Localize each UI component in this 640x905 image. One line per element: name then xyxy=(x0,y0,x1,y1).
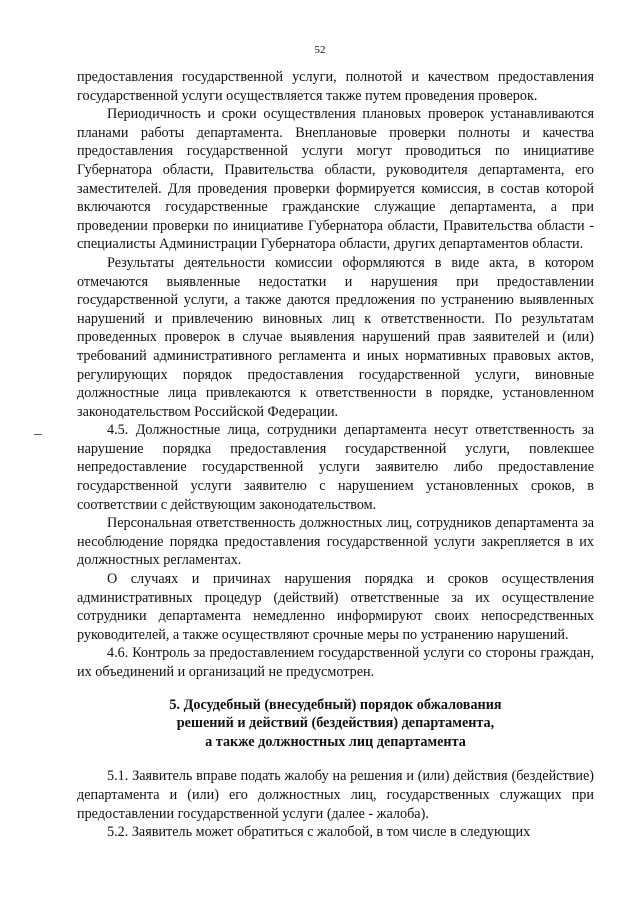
paragraph-5-2: 5.2. Заявитель может обратиться с жалобой, в том числе в следующих xyxy=(107,824,531,841)
paragraph-4-5: 4.5. Должностные лица, сотрудники департамента несут ответственность за нарушение порядка предоставления государственной услуги, повлекшее непредоставление государственной услуги заявителю либо предоставление государственной услуги заявителю с нарушением установленных сроков, в соответствии с действующим законодательством. xyxy=(77,422,594,513)
margin-mark xyxy=(34,434,42,435)
section-5-heading xyxy=(77,696,594,752)
page-number: 52 xyxy=(314,44,326,56)
heading-line-2: решений и действий (бездействия) департамента, xyxy=(176,715,495,732)
heading-line-3: а также должностных лиц департамента xyxy=(205,733,466,750)
paragraph-violations-reporting: О случаях и причинах нарушения порядка и сроков осуществления административных процедур (действий) ответственные за их осуществление сотрудники департамента немедленно информируют своих непосредственных руководителей, а также осуществляют срочные меры по устранению нарушений. xyxy=(77,571,594,643)
paragraph-personal-responsibility: Персональная ответственность должностных лиц, сотрудников департамента за несоблюдение порядка предоставления государственной услуги закрепляется в их должностных регламентах. xyxy=(77,515,594,569)
paragraph-5-1: 5.1. Заявитель вправе подать жалобу на решения и (или) действия (бездействие) департамента и (или) его должностных лиц, государственных служащих при предоставлении государственной услуги (далее - жалоба). xyxy=(77,768,594,822)
paragraph-4-6: 4.6. Контроль за предоставлением государственной услуги со стороны граждан, их объединений и организаций не предусмотрен. xyxy=(77,645,594,680)
document-body xyxy=(77,68,594,842)
paragraph-continuation: предоставления государственной услуги, полнотой и качеством предоставления государственной услуги осуществляется также путем проведения проверок. xyxy=(77,69,594,104)
heading-line-1: 5. Досудебный (внесудебный) порядок обжалования xyxy=(169,696,502,713)
paragraph-inspection-periodicity: Периодичность и сроки осуществления плановых проверок устанавливаются планами работы департамента. Внеплановые проверки полноты и качества предоставления государственной услуги могут проводиться по инициативе Губернатора области, Правительства области, руководителя департамента, его заместителей. Для проведения проверки формируется комиссия, в состав которой включаются государственные гражданские служащие департамента, а при проведении проверки по инициативе Губернатора области, Правительства области - специалисты Администрации Губернатора области, других департаментов области. xyxy=(77,106,594,253)
paragraph-commission-results: Результаты деятельности комиссии оформляются в виде акта, в котором отмечаются выявленные недостатки и нарушения при предоставлении государственной услуги, а также даются предложения по устранению выявленных нарушений и привлечению виновных лиц к ответственности. По результатам проведенных проверок в случае выявления нарушений прав заявителей и (или) требований административного регламента и иных нормативных правовых актов, регулирующих порядок предоставления государственной услуги, виновные должностные лица привлекаются к ответственности в порядке, установленном законодательством Российской Федерации. xyxy=(77,254,594,420)
